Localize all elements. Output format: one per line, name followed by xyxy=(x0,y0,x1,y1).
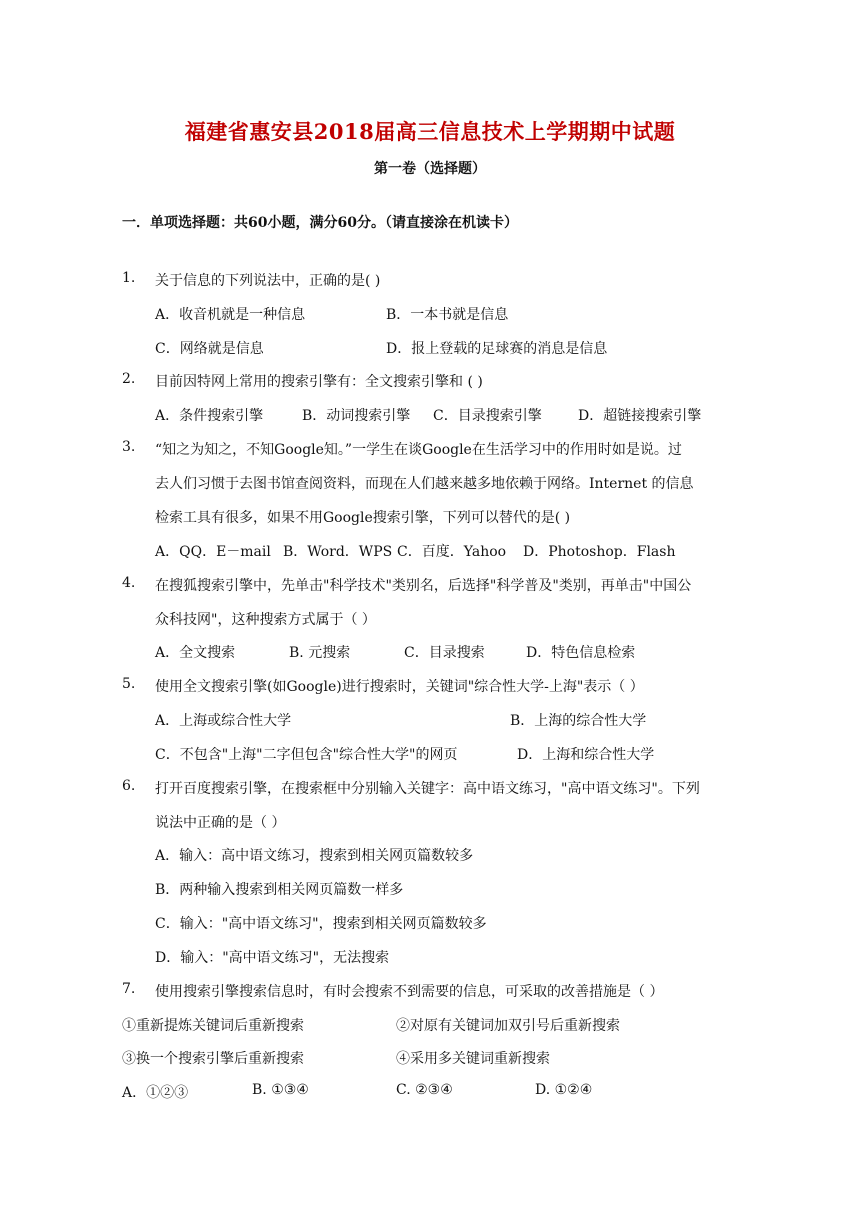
question-text-line-1: “知之为知之，不知Google知。”一学生在谈Google在生活学习中的作用时如是说。过 xyxy=(155,442,682,458)
question-number: 1. xyxy=(122,270,136,286)
question-text-line-2: 说法中正确的是（ ） xyxy=(155,815,286,831)
question-text: 关于信息的下列说法中，正确的是( ) xyxy=(155,273,381,289)
question-number: 6. xyxy=(122,778,136,794)
question-number: 7. xyxy=(122,981,136,997)
option-c: C．输入："高中语文练习"，搜索到相关网页篇数较多 xyxy=(155,916,487,932)
question-text-line-2: 去人们习惯于去图书馆查阅资料，而现在人们越来越多地依赖于网络。Internet 的信息 xyxy=(155,476,694,492)
option-b: B．上海的综合性大学 xyxy=(510,713,647,729)
question-number: 4. xyxy=(122,575,136,591)
question-text: 目前因特网上常用的搜索引擎有：全文搜索引擎和 ( ) xyxy=(155,374,483,390)
measure-item-4: ④采用多关键词重新搜索 xyxy=(396,1051,550,1067)
option-d: D．Photoshop．Flash xyxy=(523,544,676,560)
question-text-line-2: 众科技网"，这种搜索方式属于（ ） xyxy=(155,612,376,628)
option-c: C. ②③④ xyxy=(396,1082,453,1098)
question-text-line-1: 打开百度搜索引擎，在搜索框中分别输入关键字：高中语文练习，"高中语文练习"。下列 xyxy=(155,781,700,797)
option-d: D．输入："高中语文练习"，无法搜索 xyxy=(155,950,390,966)
option-c: C．目录搜索引擎 xyxy=(433,408,542,424)
option-a: A．QQ．E－mail xyxy=(155,544,271,560)
option-c: C．不包含"上海"二字但包含"综合性大学"的网页 xyxy=(155,747,458,763)
measure-item-1: ①重新提炼关键词后重新搜索 xyxy=(122,1018,304,1034)
option-b: B. ①③④ xyxy=(252,1082,309,1098)
option-a: A．收音机就是一种信息 xyxy=(155,307,306,323)
option-d: D．超链接搜索引擎 xyxy=(578,408,702,424)
option-c: C．网络就是信息 xyxy=(155,341,264,357)
option-a: A．条件搜索引擎 xyxy=(155,408,264,424)
question-text: 使用全文搜索引擎(如Google)进行搜索时，关键词"综合性大学-上海"表示（ ） xyxy=(155,679,644,695)
option-b: B．Word．WPS xyxy=(283,544,393,560)
option-d: D. ①②④ xyxy=(535,1082,593,1098)
part-heading: 第一卷（选择题） xyxy=(374,161,486,177)
measure-item-3: ③换一个搜索引擎后重新搜索 xyxy=(122,1051,304,1067)
option-b: B．两种输入搜索到相关网页篇数一样多 xyxy=(155,882,404,898)
option-a: A．①②③ xyxy=(122,1085,189,1101)
option-d: D．上海和综合性大学 xyxy=(517,747,655,763)
measure-item-2: ②对原有关键词加双引号后重新搜索 xyxy=(396,1018,620,1034)
question-number: 5. xyxy=(122,676,136,692)
page-title: 福建省惠安县2018届高三信息技术上学期期中试题 xyxy=(184,119,676,144)
question-text-line-3: 检索工具有很多，如果不用Google搜索引擎，下列可以替代的是( ) xyxy=(155,510,571,526)
option-d: D．报上登载的足球赛的消息是信息 xyxy=(386,341,608,357)
question-text-line-1: 在搜狐搜索引擎中，先单击"科学技术"类别名，后选择"科学普及"类别，再单击"中国公 xyxy=(155,578,692,594)
option-b: B．一本书就是信息 xyxy=(386,307,509,323)
option-c: C．百度．Yahoo xyxy=(397,544,507,560)
option-a: A．全文搜索 xyxy=(155,645,236,661)
option-b: B. 元搜索 xyxy=(289,645,351,661)
question-number: 2. xyxy=(122,371,136,387)
option-c: C．目录搜索 xyxy=(404,645,485,661)
question-number: 3. xyxy=(122,439,136,455)
option-b: B．动词搜索引擎 xyxy=(302,408,411,424)
option-d: D．特色信息检索 xyxy=(526,645,636,661)
option-a: A．上海或综合性大学 xyxy=(155,713,292,729)
question-text: 使用搜索引擎搜索信息时，有时会搜索不到需要的信息，可采取的改善措施是（ ） xyxy=(155,984,664,1000)
section-heading: 一．单项选择题：共60小题，满分60分。（请直接涂在机读卡） xyxy=(122,215,518,231)
option-a: A．输入：高中语文练习，搜索到相关网页篇数较多 xyxy=(155,848,474,864)
